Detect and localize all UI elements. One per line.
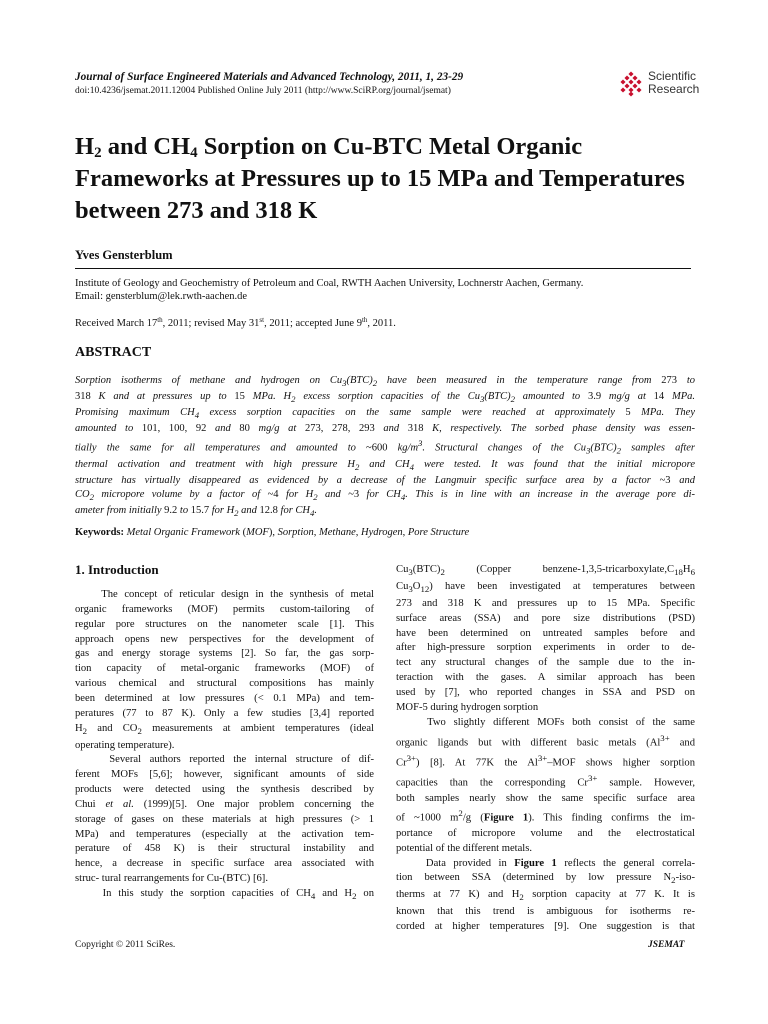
text-line: approach opens new perspectives for the development of (75, 633, 374, 645)
text-line: Several authors reported the internal structure of dif- (75, 754, 374, 766)
text-line: operating temperature). (75, 739, 175, 751)
right-column (396, 563, 695, 935)
paper-title: $H_2$ and $CH_4$ Sorption on Cu-BTC Metal Organic Frameworks at Pressures up to 15 MPa and Temperatures between 273 and 318 K (75, 133, 685, 224)
abstract-heading: ABSTRACT (75, 345, 152, 360)
logo-line-2: Research (648, 82, 700, 96)
text-line: tect any structural changes of the sample due to the in- (396, 657, 695, 669)
abstract-line: thermal activation and treatment with high pressure $H_2$ and $CH_4$ were tested. It was found that the initial micropore (75, 458, 695, 472)
text-line: MOF-5 during hydrogen sorption (396, 701, 539, 713)
text-line: peratures (77 to 87 K). Only a few studies [3,4] reported (75, 707, 374, 719)
text-line: after high-pressure sorption experiments in order to de- (396, 642, 695, 654)
introduction-text-right (396, 563, 695, 935)
text-line: perature of 458 K) is their structural instability and (75, 843, 374, 855)
text-line: have been determined on untreated samples before and (396, 627, 695, 639)
text-line: teraction with the gases. A similar approach has been (396, 672, 695, 684)
text-line: known that this trend is ambiguous for isotherms re- (396, 906, 695, 918)
abstract-line: tially the same for all temperatures and amounted to ~600 $kg/m^3$. Structural changes of the $Cu_3(BTC)_2$ samples after (75, 438, 695, 456)
scientific-research-logo-icon (618, 71, 644, 97)
keywords-line: Keywords: Metal Organic Framework (MOF), Sorption, Methane, Hydrogen, Pore Structure (75, 527, 470, 538)
abstract-body (75, 374, 695, 520)
publisher-logo (618, 69, 718, 101)
text-line: hence, a decrease in specific surface area associated with (75, 858, 374, 870)
left-column (75, 562, 374, 904)
logo-line-1: Scientific (648, 69, 697, 83)
abstract-line: amounted to 101, 100, 92 and 80 mg/g at 273, 278, 293 and 318 K, respectively. The sorbed phase density was essen- (75, 423, 696, 435)
affiliation: Institute of Geology and Geochemistry of Petroleum and Coal, RWTH Aachen University, Lochnerstr Aachen, Germany. (75, 278, 584, 289)
received-dates: Received March 17th, 2011; revised May 31st, 2011; accepted June 9th, 2011. (75, 316, 396, 329)
footer-journal-abbr: JSEMAT (648, 940, 685, 950)
text-line: products were detected using the synthesis described by (75, 784, 374, 796)
text-line: both samples nearly show the same specific surface area (396, 792, 695, 804)
abstract-line: Promising maximum $CH_4$ excess sorption capacities on the same sample were reached at approximately 5 MPa. They (75, 407, 696, 421)
text-line: potential of the different metals. (396, 842, 533, 854)
keywords-label: Keywords (75, 527, 121, 538)
author-email[interactable]: Email: gensterblum@lek.rwth-aachen.de (75, 291, 248, 302)
text-line: corded at higher temperatures [9]. One suggestion is that (396, 921, 695, 933)
author-divider (75, 268, 691, 269)
text-line: therms at 77 K) and $H_2$ sorption capacity at 77 K. It is (396, 889, 695, 903)
text-line: $H_2$ and $CO_2$ measurements at ambient temperatures (ideal (75, 722, 375, 736)
journal-citation: Journal of Surface Engineered Materials and Advanced Technology, 2011, 1, 23-29 (75, 71, 464, 83)
text-line: tion capacity of metal-organic frameworks (MOF) of (75, 663, 374, 675)
text-line: $Cu_3O_{12}$) have been investigated at temperatures between (396, 580, 695, 595)
abstract-line: $CO_2$ micropore volume by a factor of ~4 for $H_2$ and ~3 for $CH_4$. This is in line with an increase in the average pore di- (75, 488, 695, 503)
text-line: ferent MOFs [5,6]; however, significant amounts of side (75, 769, 374, 781)
text-line: Two slightly different MOFs both consist of the same (396, 716, 695, 728)
text-line: In this study the sorption capacities of $CH_4$ and $H_2$ on (75, 887, 375, 902)
affiliation-block (75, 277, 583, 303)
text-line: Data provided in Figure 1 reflects the general correla- (396, 857, 695, 869)
text-line: of ~1000 $m^2/g$ (Figure 1). This finding confirms the im- (396, 808, 696, 824)
text-line: Chui et al. (1999)[5]. One major problem concerning the (75, 798, 374, 810)
abstract-line: 318 K and at pressures up to 15 MPa. $H_2$ excess sorption capacities of the $Cu_3(BTC)_2$ amounted to 3.9 mg/g at 14 MPa. (75, 391, 696, 405)
text-line: used by [7], who reported changes in SSA and PSD on (396, 686, 695, 698)
text-line: been determined at low pressures (< 0.1 MPa) and tem- (75, 692, 374, 704)
text-line: $Cr^{3+}$) [8]. At 77K the $Al^{3+}$–MOF shows higher sorption (396, 752, 695, 769)
text-line: capacities than the corresponding $Cr^{3+}$ sample. However, (396, 773, 695, 789)
text-line: gas and energy storage systems [2]. So far, the gas sorp- (75, 648, 374, 660)
text-line: $Cu_3(BTC)_2$ (Copper benzene-$1,3,5-tricarboxylate,C_{18}H_6$ (396, 564, 695, 578)
logo-wordmark (648, 70, 699, 96)
text-line: organic ligands but with different basic metals ($Al^{3+}$ and (396, 732, 695, 749)
text-line: portance of micropore volume and the electrostatical (396, 827, 695, 839)
section-heading-introduction: 1. Introduction (75, 562, 159, 577)
footer-copyright: Copyright © 2011 SciRes. (75, 940, 176, 950)
text-line: struc- tural rearrangements for Cu-(BTC) [6]. (75, 873, 268, 885)
abstract-line: ameter from initially 9.2 to 15.7 for $H_2$ and 12.8 for $CH_4$. (75, 505, 318, 519)
text-line: 273 and 318 K and pressures up to 15 MPa. Specific (396, 597, 695, 609)
text-line: tion between SSA (determined by low pressure $N_2-iso-$ (396, 872, 695, 886)
text-line: regular pore structures on the nanometer scale [1]. This (75, 618, 374, 630)
author-name: Yves Gensterblum (75, 248, 173, 262)
text-line: MPa) and temperatures (especially at the activation tem- (75, 828, 374, 840)
abstract-line: structure has virtually disappeared as evidenced by a decrease of the Langmuir specific surface area by a factor ~3 and (75, 474, 695, 486)
text-line: The concept of reticular design in the synthesis of metal (75, 589, 374, 600)
text-line: surface areas (SSA) and pore size distributions (PSD) (396, 612, 695, 624)
text-line: organic frameworks (MOF) permits custom-tailoring of (75, 603, 374, 615)
keywords-list: Metal Organic Framework (MOF), Sorption, Methane, Hydrogen, Pore Structure (126, 527, 470, 538)
text-line: storage of gases on these materials at high pressures (> 1 (75, 813, 374, 825)
text-line: various chemical and structural compositions has mainly (75, 678, 374, 690)
doi-line: doi:10.4236/jsemat.2011.12004 Published Online July 2011 (http://www.SciRP.org/journal/jsemat) (75, 86, 451, 96)
introduction-text-left (75, 588, 374, 904)
abstract-line: Sorption isotherms of methane and hydrogen on $Cu_3(BTC)_2$ have been measured in the temperature range from 273 to (75, 375, 695, 389)
